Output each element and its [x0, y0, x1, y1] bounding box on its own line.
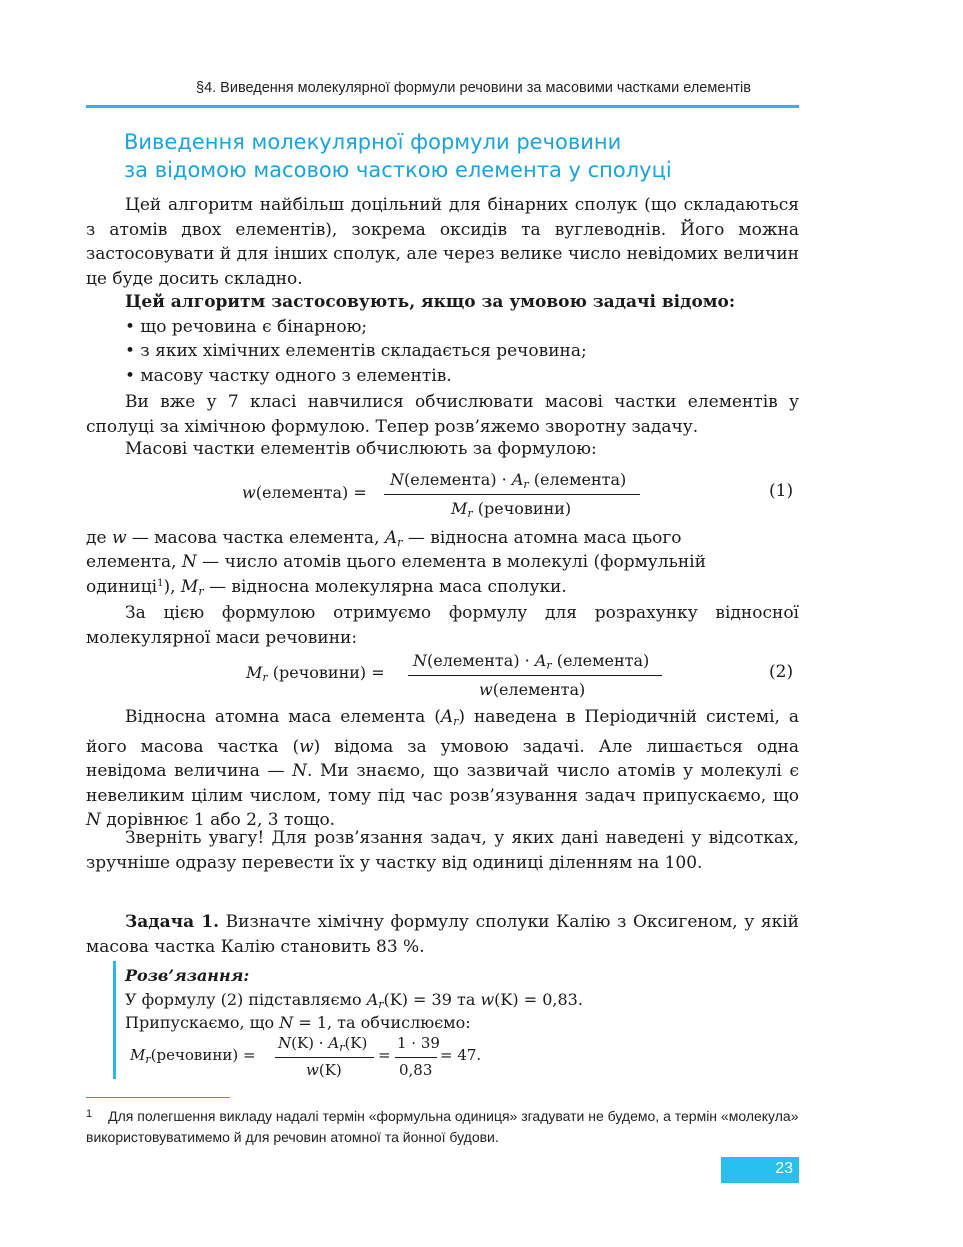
formula-1-fraction-bar — [384, 494, 640, 495]
solution-fraction-bar-1 — [275, 1057, 374, 1058]
paragraph-intro: Цей алгоритм найбільш доцільний для бінарних сполук (що складаються з атомів двох елементів), зокрема оксидів та вуглеводнів. Його можна застосовувати й для інших сполук, але через велике число невідомих величин це буде досить складно. — [86, 195, 799, 289]
solution-bar — [113, 961, 116, 1079]
footnote-mark: 1 — [86, 1108, 93, 1120]
solution-fraction-bar-2 — [395, 1057, 437, 1058]
formula-2-lhs: $M_r$ (речовини) = — [246, 663, 385, 684]
section-heading — [124, 128, 672, 184]
condition-item-1: • що речовина є бінарною; — [125, 317, 368, 337]
solution-formula-result: = 47. — [440, 1046, 482, 1064]
footnote — [86, 1104, 799, 1148]
formula-1-lhs: w(елемента) = — [242, 483, 367, 502]
header-rule — [86, 105, 799, 108]
footnote-rule — [86, 1097, 230, 1098]
page-number-box — [721, 1157, 799, 1183]
solution-formula-equals: = — [378, 1046, 391, 1064]
equation-number-2: (2) — [769, 662, 794, 682]
solution-formula-denominator-1: w(K) — [306, 1061, 342, 1079]
paragraph-previous-knowledge: Ви вже у 7 класі навчилися обчислювати масові частки елементів у сполуці за хімічною формулою. Тепер розв’яжемо зворотну задачу. — [86, 392, 799, 437]
task-1: Задача 1. Визначте хімічну формулу сполуки Калію з Оксигеном, у якій масова частка Калію становить 83 %. — [86, 912, 799, 957]
solution-formula-numerator-2: 1 · 39 — [397, 1034, 440, 1052]
paragraph-attention: Зверніть увагу! Для розв’язання задач, у яких дані наведені у відсотках, зручніше одразу перевести їх у частку від одиниці діленням на 100. — [86, 828, 799, 873]
solution-title: Розв’язання: — [125, 966, 250, 985]
footnote-text: Для полегшення викладу надалі термін «формульна одиниця» згадувати не будемо, а термін «молекула» використовуватимемо й для речовин атомної та йонної будови. — [86, 1108, 799, 1145]
heading-line-2: за відомою масовою часткою елемента у сполуці — [124, 158, 672, 182]
footnote-reference: 1 — [157, 578, 164, 589]
condition-item-3: • масову частку одного з елементів. — [125, 366, 452, 386]
formula-2-fraction-bar — [408, 675, 662, 676]
equation-number-1: (1) — [769, 481, 794, 501]
solution-line-2: Припускаємо, що N = 1, та обчислюємо: — [125, 1013, 471, 1032]
formula-2-numerator: N(елемента) · $A_r$ (елемента) — [413, 651, 650, 672]
formula-1-numerator: N(елемента) · $A_r$ (елемента) — [390, 470, 627, 491]
definition-line-3: одиниці$^1$), $M_r$ — відносна молекулярна маса сполуки. — [86, 577, 567, 598]
solution-formula-lhs: $M_r(речовини)$ = — [130, 1046, 256, 1066]
formula-1-denominator: $M_r$ (речовини) — [451, 499, 572, 520]
solution-formula-denominator-2: 0,83 — [399, 1061, 433, 1079]
definition-line-1: де w — масова частка елемента, $A_r$ — відносна атомна маса цього — [86, 528, 682, 549]
task-1-label: Задача 1. — [125, 912, 219, 932]
running-header: §4. Виведення молекулярної формули речовини за масовими частками елементів — [196, 80, 751, 96]
paragraph-formula-intro: Масові частки елементів обчислюють за формулою: — [125, 439, 597, 459]
condition-item-2: • з яких хімічних елементів складається речовина; — [125, 341, 587, 361]
conditions-intro: Цей алгоритм застосовують, якщо за умовою задачі відомо: — [125, 292, 736, 312]
paragraph-explanation: Відносна атомна маса елемента $(A_r)$ наведена в Періодичній системі, а його масова частка (w) відома за умовою задачі. Але лишається одна невідома величина — N. Ми знаємо, що зазвичай число атомів у молекулі є невеликим цілим числом, тому під час розв’язування задач припускаємо, що N дорівнює 1 або 2, 3 тощо. — [86, 707, 800, 830]
paragraph-formula-derivation: За цією формулою отримуємо формулу для розрахунку відносної молекулярної маси речовини: — [86, 603, 799, 648]
page-number: 23 — [775, 1160, 793, 1177]
definition-line-2: елемента, N — число атомів цього елемента в молекулі (формульній — [86, 552, 706, 572]
formula-2-denominator: w(елемента) — [479, 680, 586, 699]
heading-line-1: Виведення молекулярної формули речовини — [124, 130, 622, 154]
solution-line-1: У формулу (2) підставляємо $A_r(K) = 39$ та w(K) = 0,83. — [125, 990, 583, 1011]
solution-formula-numerator-1: $N(K) \cdot A_r(K)$ — [278, 1034, 368, 1054]
